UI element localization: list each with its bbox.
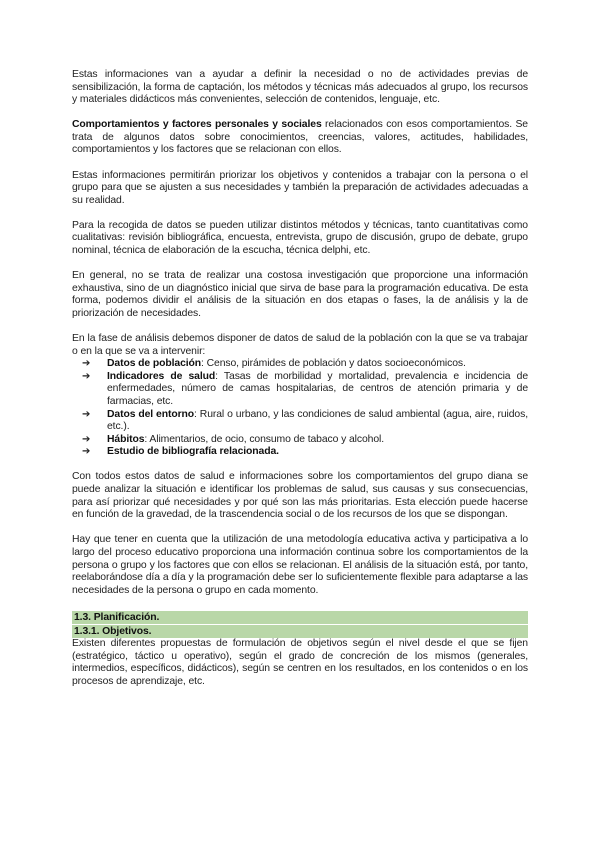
paragraph-fase-analisis: En la fase de análisis debemos disponer de datos de salud de la población con la que se va trabajar o en la que se va a intervenir: xyxy=(72,333,528,357)
bold-term-comportamientos: Comportamientos y factores personales y sociales xyxy=(72,119,322,131)
paragraph-datos-salud: Con todos estos datos de salud e informaciones sobre los comportamientos del grupo diana se puede analizar la situación e identificar los problemas de salud, sus causas y sus consecuencias, para así priorizar qué necesidades y por qué son las más prioritarias. Esta elección puede hacerse en función de la gravedad, de la trascendencia social o de los recursos de los que se dispongan. xyxy=(72,471,528,521)
list-item-text: : Censo, pirámides de población y datos socioeconómicos. xyxy=(201,358,466,370)
list-item xyxy=(82,446,528,459)
list-item xyxy=(82,371,528,409)
paragraph-comportamientos xyxy=(72,119,528,157)
data-list xyxy=(72,358,528,459)
list-item xyxy=(82,358,528,371)
list-item xyxy=(82,434,528,447)
arrow-right-icon: ➔ xyxy=(82,358,91,370)
list-item xyxy=(82,409,528,434)
document-page xyxy=(72,69,528,689)
list-item-term: Datos de población xyxy=(107,358,202,370)
list-item-term: Indicadores de salud xyxy=(107,370,216,382)
list-item-term: Datos del entorno xyxy=(107,408,195,420)
list-item-term: Estudio de bibliografía relacionada. xyxy=(107,446,279,458)
arrow-right-icon: ➔ xyxy=(82,433,91,445)
section-heading-planificacion: 1.3. Planificación. xyxy=(72,611,528,624)
paragraph-metodologia: Hay que tener en cuenta que la utilización de una metodología educativa activa y participativa a lo largo del proceso educativo proporciona una información continua sobre los comportamientos de la persona o grupo y los factores que con ellos se relacionan. El análisis de la situación está, por tanto, reelaborándose día a día y la programación debe ser lo suficientemente flexible para adaptarse a las necesidades de la persona o grupo en cada momento. xyxy=(72,534,528,596)
list-item-text: : Alimentarios, de ocio, consumo de tabaco y alcohol. xyxy=(144,433,385,445)
list-item-text: : Tasas de morbilidad y mortalidad, prevalencia e incidencia de enfermedades, número de camas hospitalarias, de centros de atención primaria y de farmacias, etc. xyxy=(107,370,528,407)
arrow-right-icon: ➔ xyxy=(82,408,91,420)
subsection-heading-objetivos: 1.3.1. Objetivos. xyxy=(72,625,528,638)
list-item-text: : Rural o urbano, y las condiciones de salud ambiental (agua, aire, ruidos, etc.). xyxy=(107,408,528,433)
paragraph-objetivos: Existen diferentes propuestas de formulación de objetivos según el nivel desde el que se fijen (estratégico, táctico u operativo), según el grado de concreción de los mismos (generales, intermedios, específicos, didácticos), según se centren en los resultados, en los contenidos o en los procesos de aprendizaje, etc. xyxy=(72,638,528,688)
paragraph-recogida-datos: Para la recogida de datos se pueden utilizar distintos métodos y técnicas, tanto cuantitativas como cualitativas: revisión bibliográfica, encuesta, entrevista, grupo de discusión, grupo de debate, grupo nominal, técnica de elaboración de la escucha, técnica delphi, etc. xyxy=(72,219,528,257)
paragraph-informaciones: Estas informaciones van a ayudar a definir la necesidad o no de actividades previas de sensibilización, la forma de captación, los métodos y técnicas más adecuados al grupo, los recursos y materiales didácticos más convenientes, selección de contenidos, lenguaje, etc. xyxy=(72,69,528,106)
paragraph-comportamientos-text: relacionados con esos comportamientos. Se trata de algunos datos sobre conocimientos, creencias, valores, actitudes, habilidades, comportamientos y los factores que se relacionan con ellos. xyxy=(72,119,528,156)
list-item-term: Hábitos xyxy=(107,433,145,445)
paragraph-priorizar: Estas informaciones permitirán priorizar los objetivos y contenidos a trabajar con la persona o el grupo para que se ajusten a sus necesidades y también la preparación de actividades adecuadas a su realidad. xyxy=(72,169,528,206)
arrow-right-icon: ➔ xyxy=(82,446,91,458)
arrow-right-icon: ➔ xyxy=(82,370,91,382)
paragraph-general: En general, no se trata de realizar una costosa investigación que proporcione una información exhaustiva, sino de un diagnóstico inicial que sirva de base para la programación educativa. De esta forma, podemos dividir el análisis de la situación en dos etapas o fases, la de análisis y la de priorización de necesidades. xyxy=(72,270,528,319)
